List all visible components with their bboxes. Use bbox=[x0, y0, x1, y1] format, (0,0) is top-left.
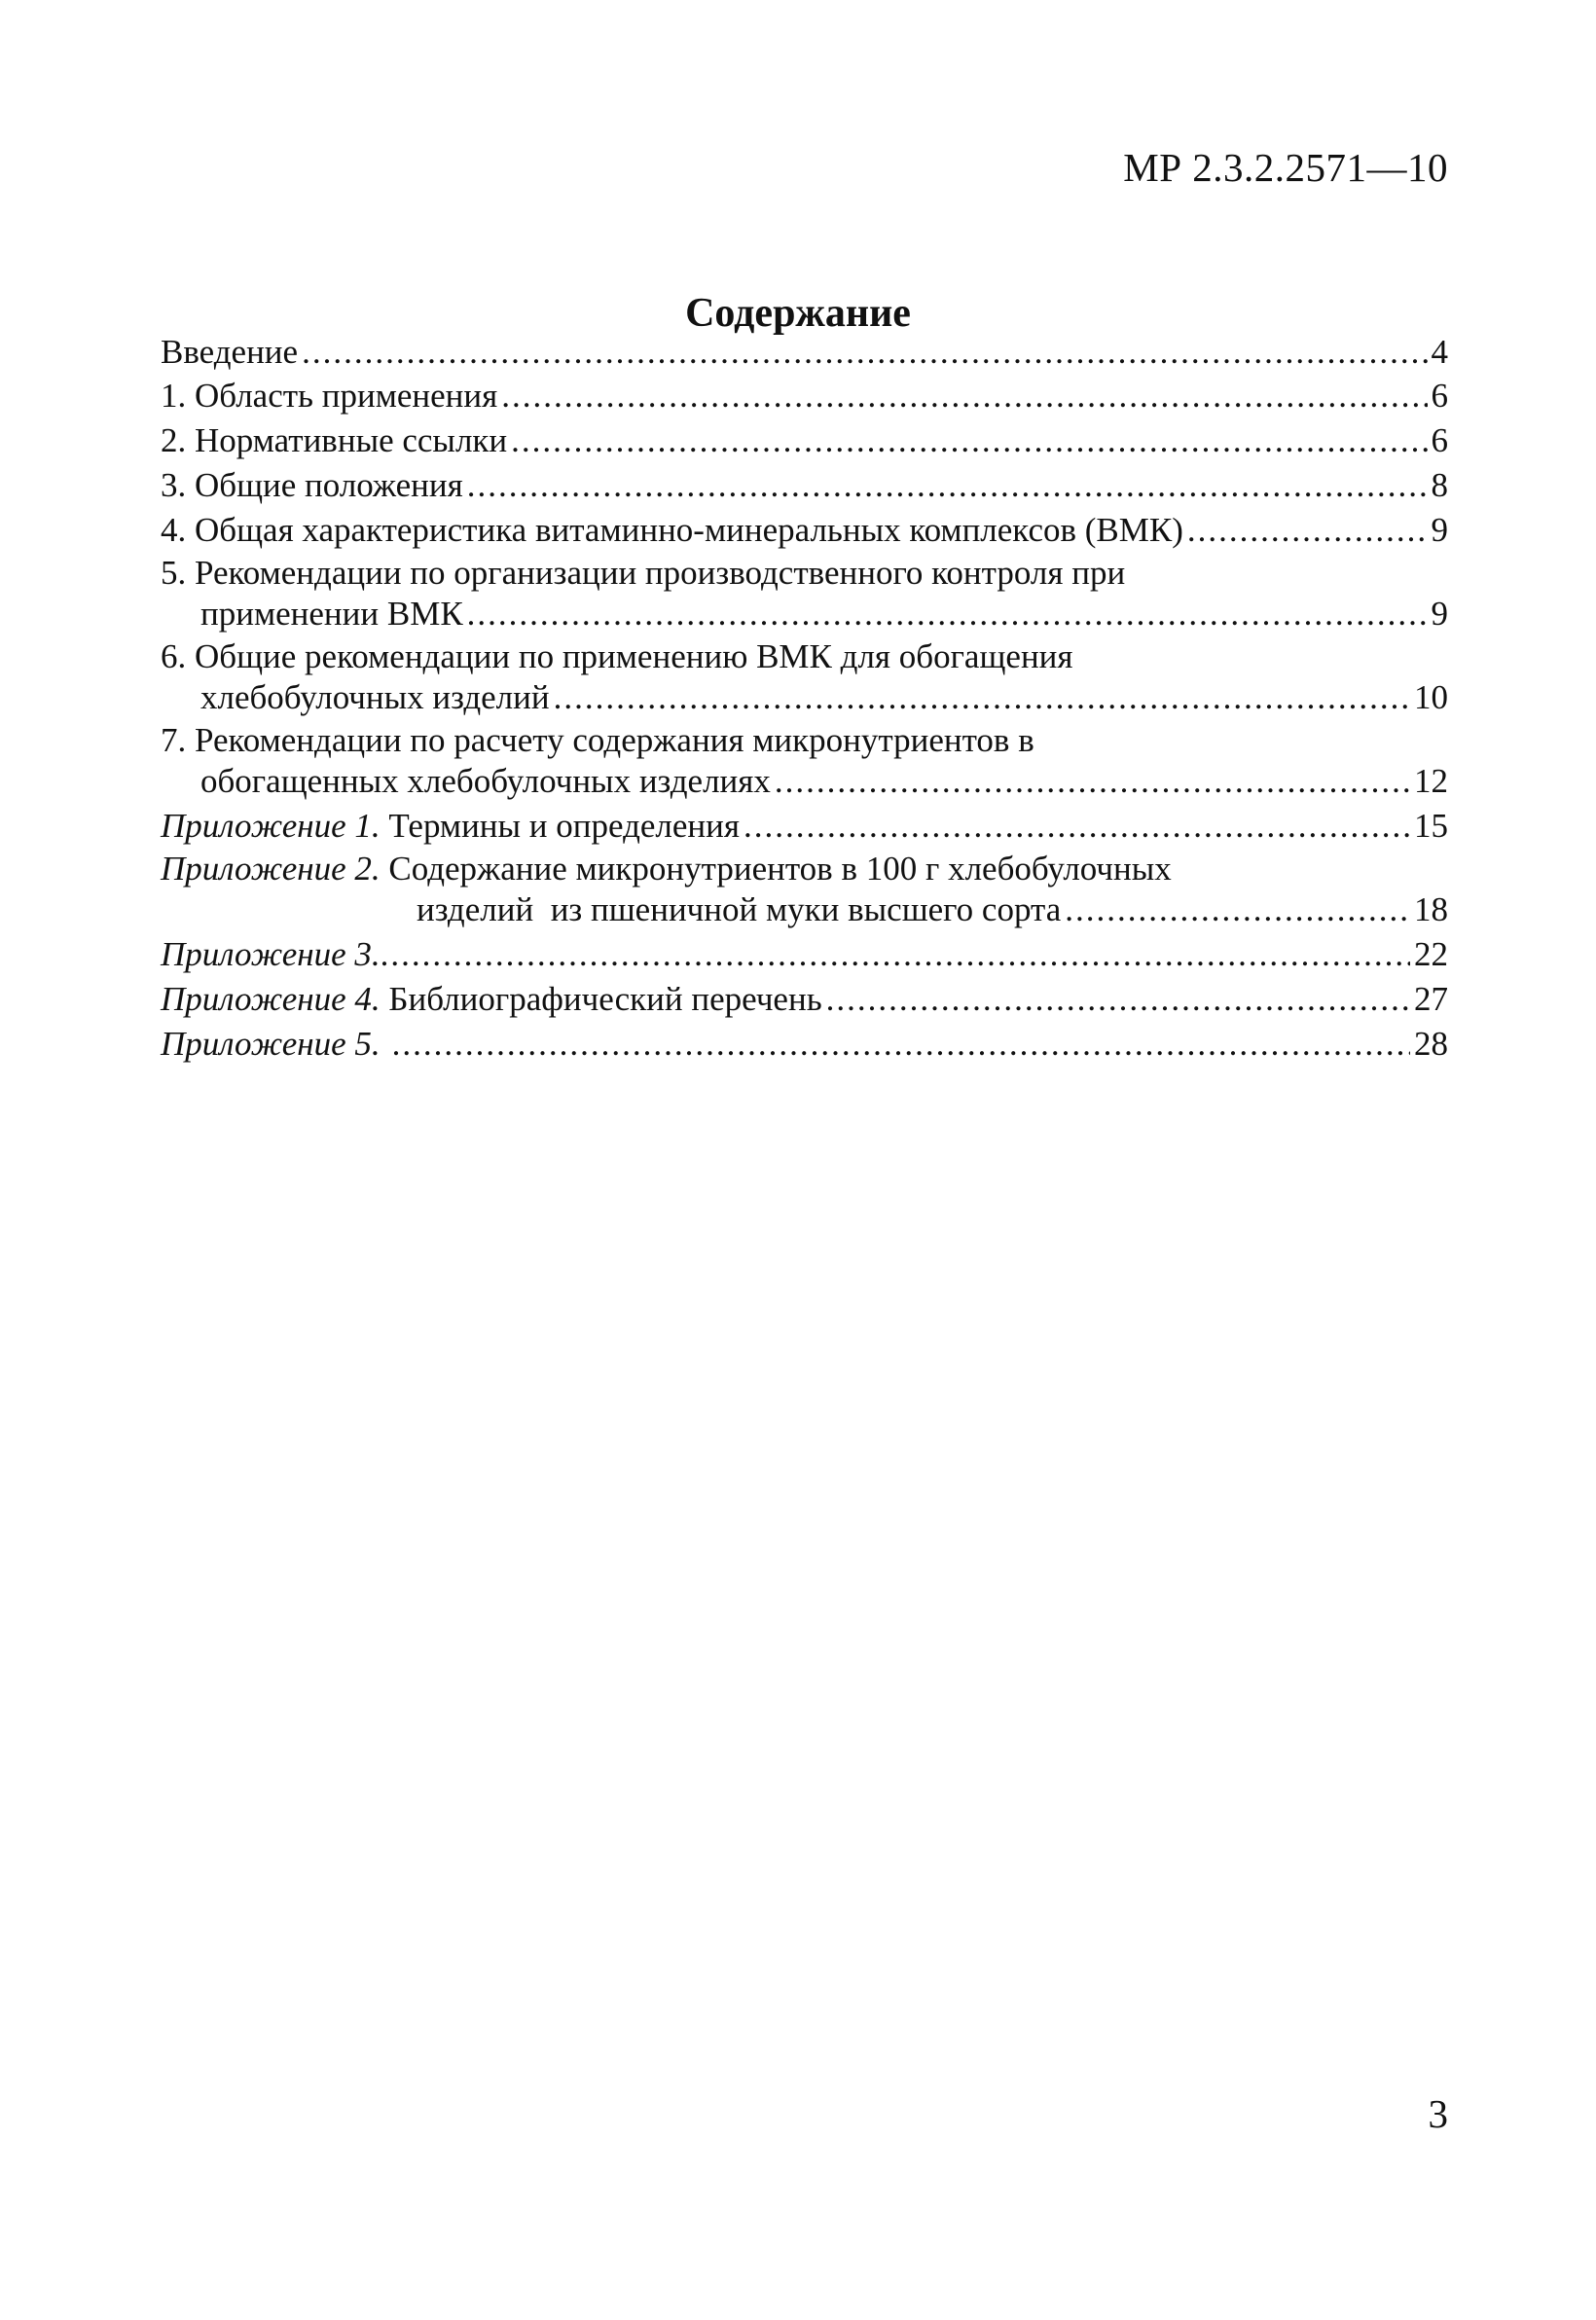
toc-entry-page: 15 bbox=[1414, 807, 1448, 845]
dot-leader bbox=[554, 675, 1410, 720]
toc-entry-page: 28 bbox=[1414, 1025, 1448, 1063]
dot-leader bbox=[1187, 508, 1428, 553]
dot-leader bbox=[467, 463, 1428, 508]
dot-leader bbox=[392, 1022, 1410, 1067]
toc-entry-text: Библиографический перечень bbox=[380, 980, 822, 1018]
dot-leader bbox=[1065, 888, 1410, 932]
toc-entry-text-line1: 5. Рекомендации по организации производственного контроля при bbox=[161, 554, 1126, 592]
toc-entry-normative-references[interactable] bbox=[161, 418, 1448, 463]
document-code: МР 2.3.2.2571—10 bbox=[1123, 145, 1448, 190]
dot-leader bbox=[511, 418, 1427, 463]
toc-entry-page: 12 bbox=[1414, 762, 1448, 800]
toc-entry-appendix-3[interactable] bbox=[161, 932, 1448, 977]
toc-entry-page: 8 bbox=[1431, 466, 1448, 504]
toc-entry-page: 22 bbox=[1414, 935, 1448, 973]
appendix-label: Приложение 2. bbox=[161, 850, 381, 888]
toc-entry-introduction[interactable] bbox=[161, 331, 1448, 374]
dot-leader bbox=[826, 977, 1410, 1022]
toc-entry-page: 10 bbox=[1414, 678, 1448, 716]
dot-leader bbox=[302, 331, 1427, 374]
toc-entry-appendix-2[interactable] bbox=[161, 851, 1448, 932]
toc-entry-text: 2. Нормативные ссылки bbox=[161, 421, 508, 459]
toc-entry-text: 3. Общие положения bbox=[161, 466, 463, 504]
toc-entry-vmk-characteristics[interactable] bbox=[161, 508, 1448, 553]
page-number: 3 bbox=[1428, 2091, 1448, 2136]
toc-entry-general-recommendations[interactable] bbox=[161, 638, 1448, 720]
dot-leader bbox=[501, 374, 1427, 418]
toc-entry-micronutrient-calculation[interactable] bbox=[161, 722, 1448, 804]
toc-entry-general-provisions[interactable] bbox=[161, 463, 1448, 508]
toc-entry-text: 4. Общая характеристика витаминно-минеральных комплексов (ВМК) bbox=[161, 511, 1183, 549]
toc-entry-text: Введение bbox=[161, 333, 299, 371]
toc-entry-text-line1: 6. Общие рекомендации по применению ВМК для обогащения bbox=[161, 637, 1073, 675]
toc-entry-scope[interactable] bbox=[161, 374, 1448, 418]
dot-leader bbox=[775, 759, 1410, 804]
toc-entry-page: 4 bbox=[1431, 333, 1448, 371]
toc-entry-page: 6 bbox=[1431, 377, 1448, 415]
toc-title: Содержание bbox=[685, 291, 911, 336]
appendix-label: Приложение 1. bbox=[161, 807, 381, 845]
appendix-label: Приложение 5. bbox=[161, 1025, 381, 1063]
toc-entry-page: 9 bbox=[1431, 511, 1448, 549]
appendix-label: Приложение 4. bbox=[161, 980, 381, 1018]
dot-leader bbox=[467, 592, 1428, 636]
dot-leader bbox=[744, 804, 1410, 849]
toc-entry-page: 6 bbox=[1431, 421, 1448, 459]
toc-entry-text-line1: 7. Рекомендации по расчету содержания микронутриентов в bbox=[161, 721, 1034, 759]
toc-entry-text-line2: применении ВМК bbox=[200, 595, 463, 633]
toc-entry-page: 18 bbox=[1414, 890, 1448, 928]
toc-entry-text-line2: хлебобулочных изделий bbox=[200, 678, 550, 716]
toc-entry-text-line2: обогащенных хлебобулочных изделиях bbox=[200, 762, 771, 800]
toc-entry-text-line1: Содержание микронутриентов в 100 г хлебобулочных bbox=[380, 850, 1172, 888]
toc-entry-text: Термины и определения bbox=[380, 807, 740, 845]
toc-entry-production-control[interactable] bbox=[161, 555, 1448, 636]
toc-entry-appendix-5[interactable] bbox=[161, 1022, 1448, 1067]
appendix-label: Приложение 3. bbox=[161, 935, 381, 973]
toc-entry-appendix-4[interactable] bbox=[161, 977, 1448, 1022]
toc-entry-appendix-1[interactable] bbox=[161, 804, 1448, 849]
toc-entry-text: 1. Область применения bbox=[161, 377, 498, 415]
toc-entry-text-line2: изделий из пшеничной муки высшего сорта bbox=[417, 890, 1062, 928]
dot-leader bbox=[381, 932, 1410, 977]
toc-entry-page: 27 bbox=[1414, 980, 1448, 1018]
table-of-contents bbox=[161, 331, 1448, 1067]
toc-entry-page: 9 bbox=[1431, 595, 1448, 633]
